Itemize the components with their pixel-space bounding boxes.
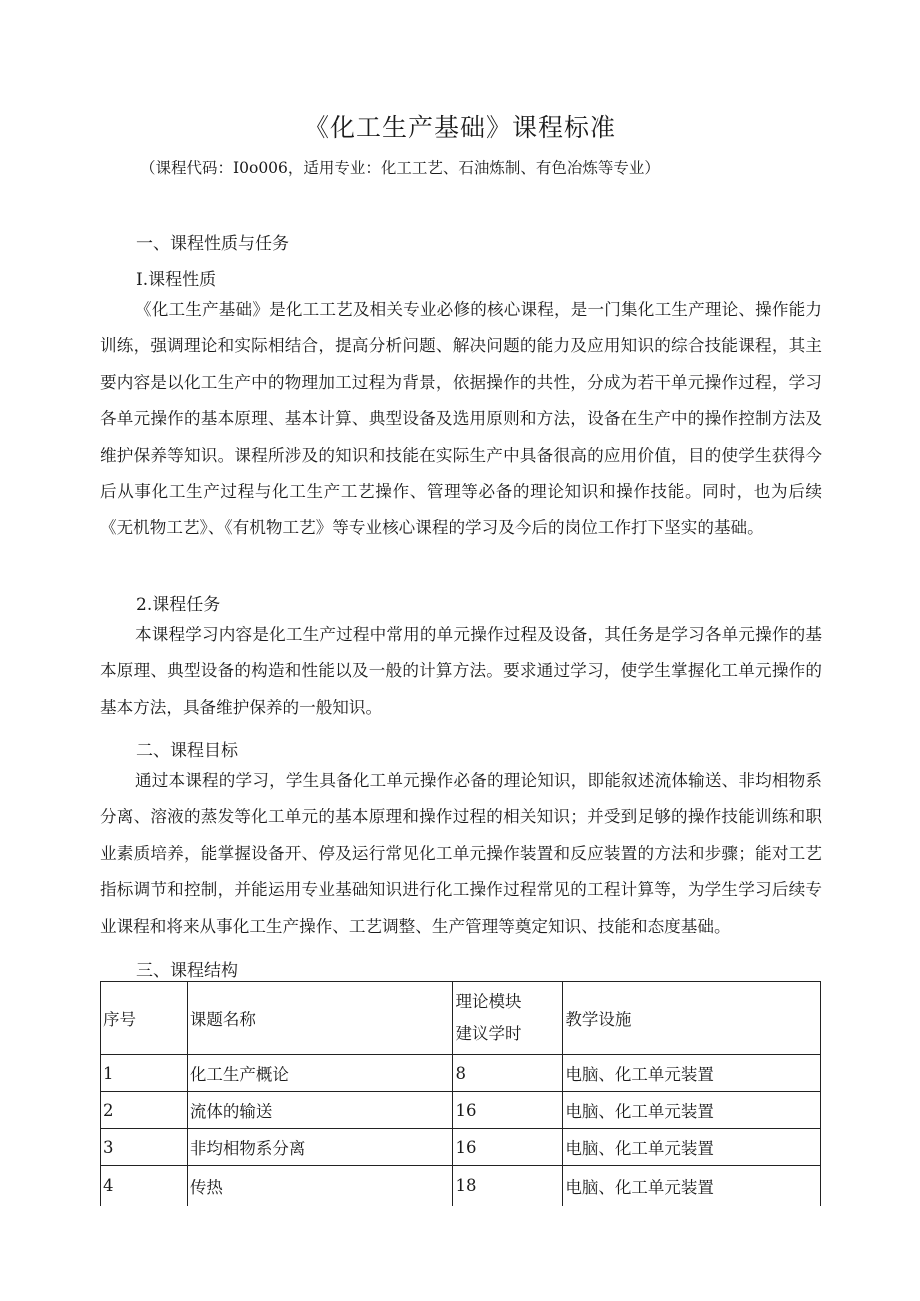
cell-no: 1: [101, 1055, 188, 1092]
header-no: 序号: [101, 982, 188, 1055]
paragraph-course-nature: 《化工生产基础》是化工工艺及相关专业必修的核心课程，是一门集化工生产理论、操作能力训练，强调理论和实际相结合，提高分析问题、解决问题的能力及应用知识的综合技能课程，其主要内容是以化工生产中的物理加工过程为背景，依据操作的共性，分成为若干单元操作过程，学习各单元操作的基本原理、基本计算、典型设备及选用原则和方法，设备在生产中的操作控制方法及维护保养等知识。课程所涉及的知识和技能在实际生产中具备很高的应用价值，目的使学生获得今后从事化工生产过程与化工生产工艺操作、管理等必备的理论知识和操作技能。同时，也为后续《无机物工艺》、《有机物工艺》等专业核心课程的学习及今后的岗位工作打下坚实的基础。: [100, 300, 822, 538]
cell-hours: 16: [453, 1129, 563, 1166]
cell-facility: 电脑、化工单元装置: [563, 1129, 821, 1166]
table-header-row: [101, 982, 821, 1055]
section-heading-course-goal: 二、课程目标: [136, 741, 238, 761]
document-subtitle: （课程代码：I0o006，适用专业：化工工艺、石油炼制、有色冶炼等专业）: [140, 159, 660, 177]
cell-hours: 8: [453, 1055, 563, 1092]
cell-name: 非均相物系分离: [187, 1129, 453, 1166]
subheading-course-nature: I.课程性质: [136, 270, 217, 290]
header-facility: 教学设施: [563, 982, 821, 1055]
header-name: 课题名称: [187, 982, 453, 1055]
cell-name: 化工生产概论: [187, 1055, 453, 1092]
table-row: [101, 1092, 821, 1129]
table-row: [101, 1055, 821, 1092]
section-heading-nature-task: 一、课程性质与任务: [136, 234, 289, 254]
course-structure-table: [100, 981, 821, 1206]
header-hours: [453, 982, 563, 1055]
cell-facility: 电脑、化工单元装置: [563, 1092, 821, 1129]
table-row: [101, 1129, 821, 1166]
subheading-course-task: 2.课程任务: [136, 595, 221, 615]
cell-facility: 电脑、化工单元装置: [563, 1166, 821, 1206]
cell-hours: 16: [453, 1092, 563, 1129]
cell-name: 流体的输送: [187, 1092, 453, 1129]
cell-no: 3: [101, 1129, 188, 1166]
cell-hours: 18: [453, 1166, 563, 1206]
cell-name: 传热: [187, 1166, 453, 1206]
section-heading-course-structure: 三、课程结构: [136, 961, 238, 981]
table-row: [101, 1166, 821, 1206]
document-title: 《化工生产基础》课程标准: [303, 113, 616, 142]
cell-facility: 电脑、化工单元装置: [563, 1055, 821, 1092]
paragraph-course-task: 本课程学习内容是化工生产过程中常用的单元操作过程及设备，其任务是学习各单元操作的基本原理、典型设备的构造和性能以及一般的计算方法。要求通过学习，使学生掌握化工单元操作的基本方法，具备维护保养的一般知识。: [100, 625, 822, 717]
header-hours-line2: 建议学时: [455, 1024, 522, 1043]
header-hours-line1: 理论模块: [455, 992, 522, 1011]
paragraph-course-goal: 通过本课程的学习，学生具备化工单元操作必备的理论知识，即能叙述流体输送、非均相物系分离、溶液的蒸发等化工单元的基本原理和操作过程的相关知识；并受到足够的操作技能训练和职业素质培养，能掌握设备开、停及运行常见化工单元操作装置和反应装置的方法和步骤；能对工艺指标调节和控制，并能运用专业基础知识进行化工操作过程常见的工程计算等，为学生学习后续专业课程和将来从事化工生产操作、工艺调整、生产管理等奠定知识、技能和态度基础。: [100, 771, 822, 936]
cell-no: 2: [101, 1092, 188, 1129]
cell-no: 4: [101, 1166, 188, 1206]
